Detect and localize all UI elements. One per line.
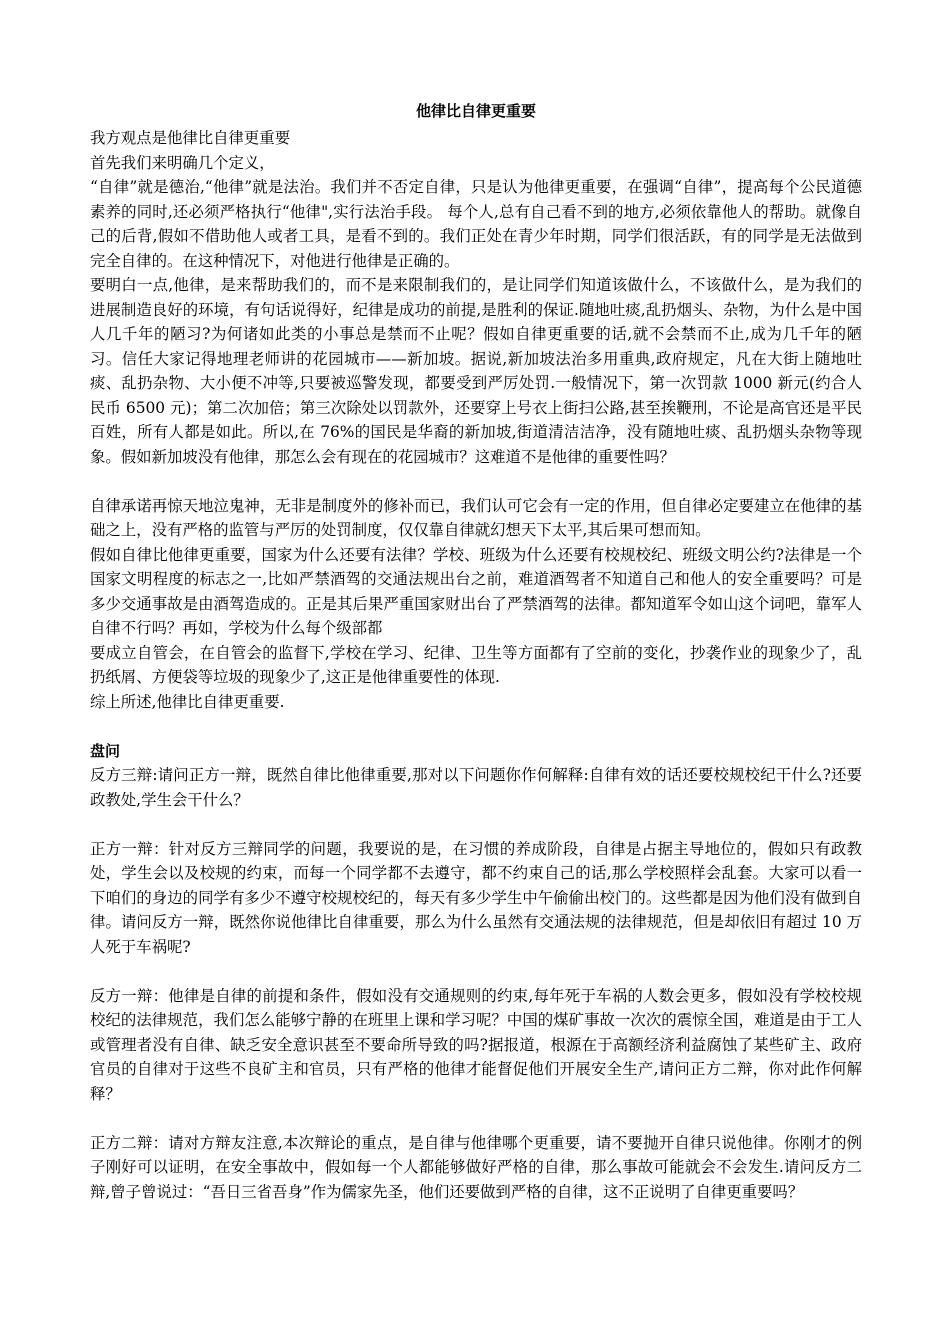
- paragraph: 正方一辩：针对反方三辩同学的问题，我要说的是，在习惯的养成阶段，自律是占据主导地位的，假如只有政教处，学生会以及校规的约束，而每一个同学都不去遵守，都不约束自己的话,那么学校照样会乱套。大家可以看一下咱们的身边的同学有多少不遵守校规校纪的，每天有多少学生中午偷偷出校门的。这些都是因为他们没有做到自律。请问反方一辩，既然你说他律比自律重要，那么为什么虽然有交通法规的法律规范，但是却依旧有超过 10 万人死于车祸呢?: [90, 839, 862, 956]
- document-title: 他律比自律更重要: [415, 102, 536, 120]
- paragraph: 正方二辩：请对方辩友注意,本次辩论的重点，是自律与他律哪个更重要，请不要抛开自律只说他律。你刚才的例子刚好可以证明，在安全事故中，假如每一个人都能够做好严格的自律，那么事故可能就会不会发生.请问反方二辩,曾子曾说过：“吾日三省吾身”作为儒家先圣，他们还要做到严格的自律，这不正说明了自律更重要吗？: [90, 1133, 862, 1201]
- paragraph: 要成立自管会，在自管会的监督下,学校在学习、纪律、卫生等方面都有了空前的变化，抄袭作业的现象少了，乱扔纸屑、方便袋等垃圾的现象少了,这正是他律重要性的体现.: [90, 643, 862, 686]
- paragraph: 反方一辩：他律是自律的前提和条件，假如没有交通规则的约束,每年死于车祸的人数会更多，假如没有学校校规校纪的法律规范，我们怎么能够宁静的在班里上课和学习呢？中国的煤矿事故一次次的震惊全国，难道是由于工人或管理者没有自律、缺乏安全意识甚至不要命所导致的吗?据报道，根源在于高额经济利益腐蚀了某些矿主、政府官员的自律对于这些不良矿主和官员，只有严格的他律才能督促他们开展安全生产,请问正方二辩，你对此作何解释？: [90, 986, 862, 1103]
- paragraph: 我方观点是他律比自律更重要: [90, 129, 291, 147]
- blank-line: [90, 1106, 862, 1131]
- blank-line: [90, 812, 862, 837]
- paragraph: 反方三辩:请问正方一辩，既然自律比他律重要,那对以下问题你作何解释:自律有效的话还要校规校纪干什么?还要政教处,学生会干什么？: [90, 766, 862, 809]
- section-heading: 盘问: [90, 741, 121, 760]
- paragraph: 自律承诺再惊天地泣鬼神，无非是制度外的修补而已，我们认可它会有一定的作用，但自律必定要建立在他律的基础之上，没有严格的监管与严厉的处罚制度，仅仅靠自律就幻想天下太平,其后果可想而知。: [90, 496, 862, 539]
- document-page: [90, 98, 862, 1204]
- paragraph: 综上所述,他律比自律更重要.: [90, 692, 285, 711]
- blank-line: [90, 714, 862, 739]
- blank-line: [90, 469, 862, 494]
- paragraph: 要明白一点,他律，是来帮助我们的，而不是来限制我们的，是让同学们知道该做什么，不该做什么，是为我们的进展制造良好的环境，有句话说得好，纪律是成功的前提,是胜利的保证.随地吐痰,乱扔烟头、杂物，为什么是中国人几千年的陋习?为何诸如此类的小事总是禁而不止呢？假如自律更重要的话,就不会禁而不止,成为几千年的陋习。信任大家记得地理老师讲的花园城市——新加坡。据说,新加坡法治多用重典,政府规定，凡在大街上随地吐痰、乱扔杂物、大小便不冲等,只要被巡警发现，都要受到严厉处罚.一般情况下，第一次罚款 1000 新元(约合人民币 6500 元)；第二次加倍；第三次除处以罚款外，还要穿上号衣上街扫公路,甚至挨鞭刑，不论是高官还是平民百姓，所有人都是如此。所以,在 76%的国民是华裔的新加坡,街道清洁洁净，没有随地吐痰、乱扔烟头杂物等现象。假如新加坡没有他律，那怎么会有现在的花园城市？这难道不是他律的重要性吗？: [90, 276, 862, 466]
- paragraph: 假如自律比他律更重要，国家为什么还要有法律？学校、班级为什么还要有校规校纪、班级文明公约?法律是一个国家文明程度的标志之一,比如严禁酒驾的交通法规出台之前，难道酒驾者不知道自己和他人的安全重要吗？可是多少交通事故是由酒驾造成的。正是其后果严重国家财出台了严禁酒驾的法律。都知道军令如山这个词吧，靠军人自律不行吗？再如，学校为什么每个级部都: [90, 545, 862, 637]
- blank-line: [90, 959, 862, 984]
- paragraph: 首先我们来明确几个定义，: [90, 153, 275, 172]
- paragraph: “自律”就是德治,“他律”就是法治。我们并不否定自律，只是认为他律更重要，在强调“自律”，提高每个公民道德素养的同时,还必须严格执行“他律",实行法治手段。 每个人,总有自己看不到的地方,必须依靠他人的帮助。就像自己的后背,假如不借助他人或者工具，是看不到的。我们正处在青少年时期，同学们很活跃，有的同学是无法做到完全自律的。在这种情况下，对他进行他律是正确的。: [90, 178, 862, 270]
